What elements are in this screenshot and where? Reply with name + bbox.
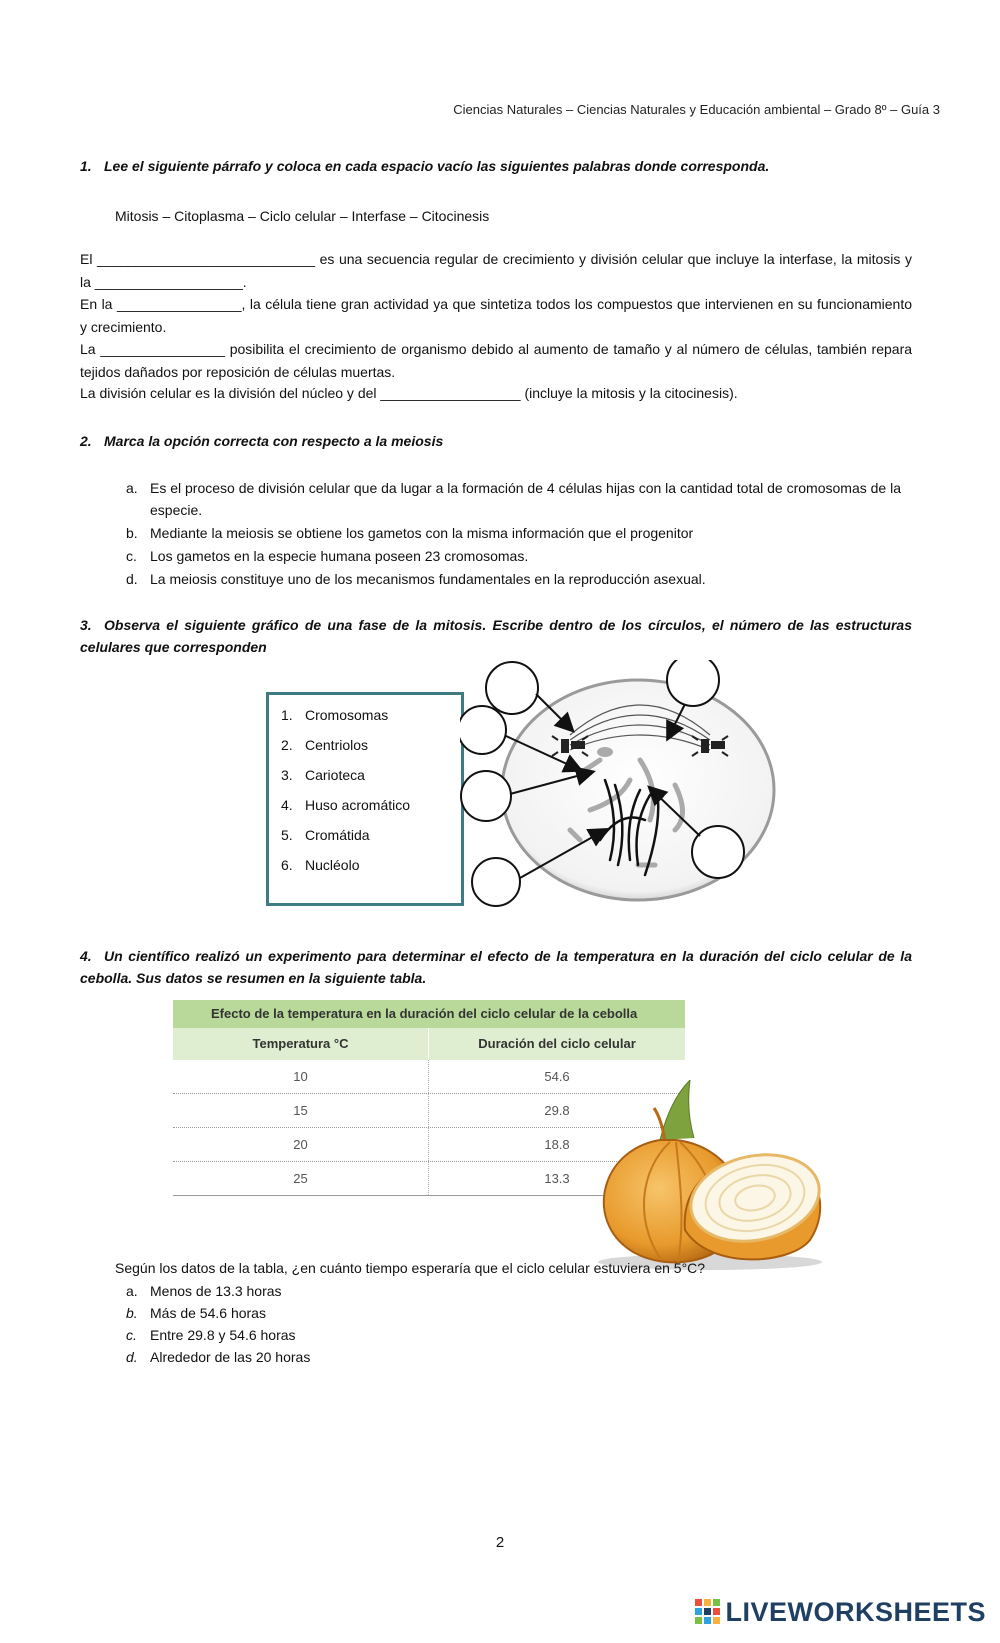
q4-option-c[interactable]	[126, 1324, 916, 1346]
option-text: Más de 54.6 horas	[150, 1305, 266, 1321]
answer-circle-1[interactable]	[486, 662, 538, 714]
q4-question: Según los datos de la tabla, ¿en cuánto tiempo esperaría que el ciclo celular estuviera en 5°C?	[115, 1260, 706, 1276]
question-1-title	[80, 155, 769, 177]
p4-text-a: La división celular es la división del núcleo y del	[80, 385, 377, 401]
option-letter: b.	[126, 1305, 138, 1321]
option-text: Menos de 13.3 horas	[150, 1283, 282, 1299]
table-cell: 20	[173, 1128, 429, 1161]
question-4-number: 4.	[80, 948, 92, 964]
blank-ciclo-celular[interactable]: ____________________________	[97, 251, 316, 267]
structures-list-box	[266, 692, 464, 906]
q2-option-d[interactable]	[126, 568, 916, 590]
table-header-duration: Duración del ciclo celular	[478, 1036, 636, 1051]
option-letter: d.	[126, 571, 138, 587]
paragraph-3	[80, 338, 912, 384]
option-text: Los gametos en la especie humana poseen 23 cromosomas.	[150, 548, 529, 564]
q4-option-b[interactable]	[126, 1302, 916, 1324]
blank-citoplasma[interactable]: __________________	[380, 385, 521, 401]
blank-mitosis[interactable]: ________________	[100, 341, 225, 357]
p2-text-a: En la	[80, 296, 113, 312]
table-cell: 54.6	[544, 1069, 570, 1084]
q4-option-d[interactable]	[126, 1346, 916, 1368]
question-2-number: 2.	[80, 433, 92, 449]
structure-item: 2. Centriolos	[281, 737, 369, 753]
p4-text-b: (incluye la mitosis y la citocinesis).	[524, 385, 738, 401]
question-1-prompt: Lee el siguiente párrafo y coloca en cada espacio vacío las siguientes palabras donde corresponda.	[104, 158, 770, 174]
table-cell: 13.3	[544, 1171, 570, 1186]
table-cell: 18.8	[544, 1137, 570, 1152]
q2-option-b[interactable]	[126, 522, 916, 544]
answer-circle-3[interactable]	[460, 706, 506, 754]
option-letter: c.	[126, 548, 137, 564]
logo-text: LIVEWORKSHEETS	[725, 1596, 986, 1627]
answer-circle-5[interactable]	[692, 826, 744, 878]
p1-text-c: .	[242, 274, 247, 290]
answer-circle-2[interactable]	[667, 660, 719, 706]
option-text: Entre 29.8 y 54.6 horas	[150, 1327, 296, 1343]
option-text: Mediante la meiosis se obtiene los gametos con la misma información que el progenitor	[150, 525, 694, 541]
p2-text-b: , la célula tiene gran actividad ya que sintetiza todos los compuestos que intervienen en su funcionamiento y crecimiento.	[80, 296, 912, 335]
option-letter: c.	[126, 1327, 137, 1343]
table-header-row	[173, 1028, 685, 1060]
table-cell: 10	[173, 1060, 429, 1093]
question-4-title	[80, 945, 912, 989]
nucleolus	[597, 747, 613, 757]
structure-item: 5. Cromátida	[281, 827, 370, 843]
question-1-number: 1.	[80, 158, 92, 174]
table-header-temperature: Temperatura °C	[173, 1028, 429, 1060]
structure-item: 3. Carioteca	[281, 767, 365, 783]
q4-option-a[interactable]	[126, 1280, 916, 1302]
option-text: La meiosis constituye uno de los mecanismos fundamentales en la reproducción asexual.	[150, 571, 706, 587]
blank-interfase[interactable]: ________________	[116, 296, 242, 312]
option-text: Alrededor de las 20 horas	[150, 1349, 311, 1365]
structure-item: 6. Nucléolo	[281, 857, 360, 873]
question-2-prompt: Marca la opción correcta con respecto a la meiosis	[104, 433, 444, 449]
paragraph-4	[80, 382, 912, 405]
page-header: Ciencias Naturales – Ciencias Naturales y Educación ambiental – Grado 8º – Guía 3	[453, 102, 940, 117]
structure-item: 1. Cromosomas	[281, 707, 389, 723]
structure-item: 4. Huso acromático	[281, 797, 411, 813]
option-letter: b.	[126, 525, 138, 541]
p1-text-b: es una secuencia regular de crecimiento y división celular que incluye la interfase, la mitosis y la	[80, 251, 912, 290]
table-cell: 15	[173, 1094, 429, 1127]
blank-citocinesis[interactable]: ___________________	[94, 274, 243, 290]
question-3-title	[80, 614, 912, 658]
option-letter: a.	[126, 480, 138, 496]
option-letter: d.	[126, 1349, 138, 1365]
onion-illustration	[590, 1080, 830, 1280]
p3-text-b: posibilita el crecimiento de organismo debido al aumento de tamaño y al número de células, también repara tejidos dañados por reposición de células muertas.	[80, 341, 913, 380]
table-cell: 29.8	[544, 1103, 570, 1118]
table-title: Efecto de la temperatura en la duración del ciclo celular de la cebolla	[173, 1000, 685, 1028]
question-3-number: 3.	[80, 617, 92, 633]
table-cell: 25	[173, 1162, 429, 1195]
answer-circle-6[interactable]	[472, 858, 520, 906]
paragraph-1	[80, 248, 912, 294]
page-number: 2	[495, 1534, 505, 1551]
q2-option-c[interactable]	[126, 545, 916, 567]
p1-text-a: El	[80, 251, 93, 267]
question-4-prompt: Un científico realizó un experimento para determinar el efecto de la temperatura en la duración del ciclo celular de la cebolla. Sus datos se resumen en la siguiente tabla.	[80, 948, 912, 986]
word-bank: Mitosis – Citoplasma – Ciclo celular – Interfase – Citocinesis	[115, 208, 490, 224]
option-text: Es el proceso de división celular que da lugar a la formación de 4 células hijas con la cantidad total de cromosomas de la especie.	[150, 480, 901, 518]
mitosis-diagram	[460, 660, 780, 910]
q2-option-a[interactable]	[126, 477, 916, 521]
question-2-title	[80, 430, 443, 452]
liveworksheets-logo	[695, 1594, 986, 1630]
answer-circle-4[interactable]	[461, 771, 511, 821]
option-letter: a.	[126, 1283, 138, 1299]
logo-grid-icon	[695, 1599, 721, 1625]
paragraph-2	[80, 293, 912, 339]
question-3-prompt: Observa el siguiente gráfico de una fase de la mitosis. Escribe dentro de los círculos, el número de las estructuras celulares que corresponden	[80, 617, 912, 655]
p3-text-a: La	[80, 341, 96, 357]
